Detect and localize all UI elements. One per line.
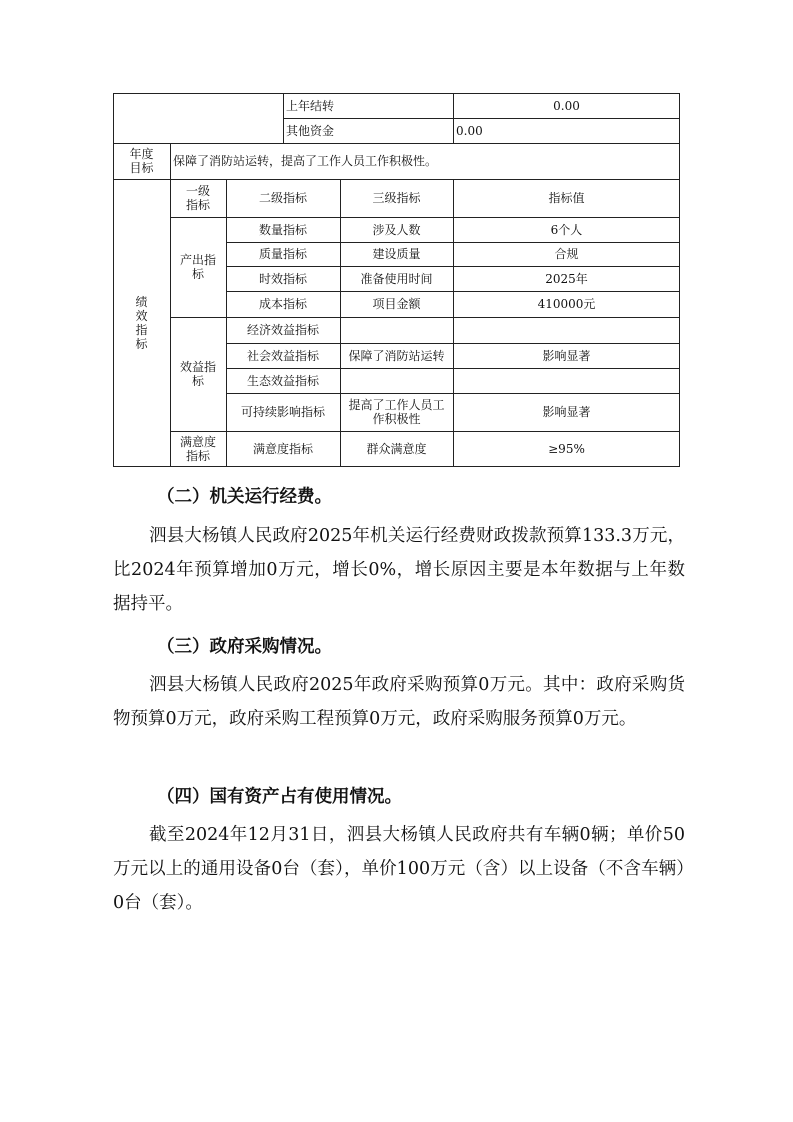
table-row-cell: 影响显著 [542,348,591,363]
section-heading-operating-funds: （二）机关运行经费。 [157,487,332,507]
section-body-procurement: 泗县大杨镇人民政府2025年政府采购预算0万元。其中：政府采购货物预算0万元，政府采购工程预算0万元，政府采购服务预算0万元。 [113,675,685,729]
table-row-cell [453,317,680,343]
section-heading-procurement: （三）政府采购情况。 [157,637,332,657]
section-body-operating-funds: 泗县大杨镇人民政府2025年机关运行经费财政拨款预算133.3万元，比2024年预算增加0万元，增长0%，增长原因主要是本年数据与上年数据持平。 [113,526,685,614]
last-year-label: 上年结转 [286,98,335,113]
output-label: 产出指 标 [179,253,216,281]
table-row-cell: 满意度指标 [252,442,313,456]
table-row-cell: 经济效益指标 [246,323,319,337]
table-row-cell: 准备使用时间 [360,271,433,286]
table-row-cell: 保障了消防站运转 [348,348,445,363]
perf-label: 绩 效 指 标 [135,295,148,351]
table-row-cell: 时效指标 [258,271,307,286]
table-row-cell: 项目金额 [372,297,421,311]
table-row-cell: 数量指标 [258,222,307,237]
table-row-cell: 提高了工作人员工 作积极性 [348,398,445,426]
table-row-cell: 涉及人数 [372,222,421,237]
table-row-cell: ≥95% [548,442,585,456]
table-row-cell: 影响显著 [542,405,591,419]
header-level2: 二级指标 [258,191,307,205]
table-row-cell: 6个人 [550,222,583,237]
satisfaction-label: 满意度 指标 [179,435,216,463]
table-row-cell: 成本指标 [258,297,307,311]
annual-goal-text: 保障了消防站运转，提高了工作人员工作积极性。 [173,154,438,168]
benefit-label: 效益指 标 [179,360,216,388]
table-row-cell: 群众满意度 [366,442,427,456]
table-row-cell: 2025年 [545,271,588,286]
header-level1: 一级 指标 [185,184,210,212]
table-row-cell: 410000元 [537,297,596,311]
other-funds-value: 0.00 [456,123,483,138]
section-heading-state-assets: （四）国有资产占有使用情况。 [157,787,402,807]
table-row-cell [453,368,680,393]
table-row-cell: 质量指标 [258,247,307,261]
table-row-cell [340,317,453,343]
annual-goal-label: 年度 目标 [129,147,154,175]
section-body-state-assets: 截至2024年12月31日，泗县大杨镇人民政府共有车辆0辆；单价50万元以上的通用设备0台（套），单价100万元（含）以上设备（不含车辆）0台（套）。 [113,825,685,913]
table-row-cell: 合规 [554,247,579,261]
table-row-cell: 建设质量 [372,247,421,261]
table-row-cell [340,368,453,393]
header-level3: 三级指标 [372,191,421,205]
header-value: 指标值 [548,191,585,205]
table-row-cell: 社会效益指标 [246,348,319,363]
table-row-cell: 生态效益指标 [246,373,319,388]
other-funds-label: 其他资金 [286,123,335,138]
table-row-cell: 可持续影响指标 [240,405,325,419]
last-year-value: 0.00 [553,98,580,113]
performance-table [113,93,680,467]
